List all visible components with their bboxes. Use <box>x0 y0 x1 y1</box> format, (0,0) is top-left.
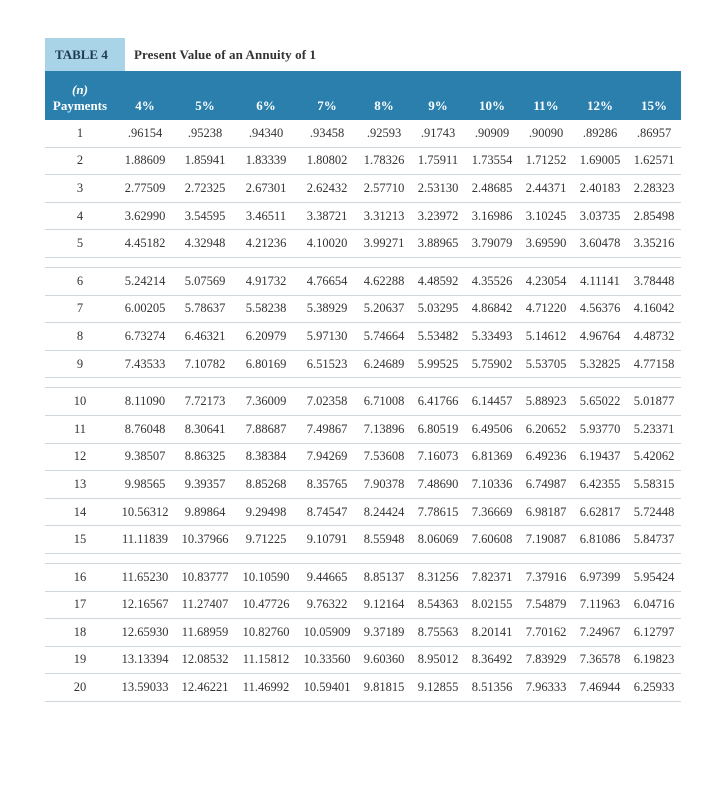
payments-cell: 20 <box>45 674 115 702</box>
value-cell: 7.60608 <box>465 526 519 554</box>
value-cell: 10.10590 <box>235 563 297 591</box>
value-cell: 5.33493 <box>465 323 519 351</box>
value-cell: 5.99525 <box>411 350 465 378</box>
value-cell: 8.30641 <box>175 415 235 443</box>
value-cell: 7.94269 <box>297 443 357 471</box>
table-row <box>45 415 681 443</box>
value-cell: 1.71252 <box>519 147 573 175</box>
value-cell: 7.49867 <box>297 415 357 443</box>
value-cell: 10.83777 <box>175 563 235 591</box>
value-cell: 4.77158 <box>627 350 681 378</box>
value-cell: 8.86325 <box>175 443 235 471</box>
value-cell: 9.44665 <box>297 563 357 591</box>
value-cell: 9.60360 <box>357 646 411 674</box>
value-cell: 4.71220 <box>519 295 573 323</box>
value-cell: 12.08532 <box>175 646 235 674</box>
value-cell: 7.10782 <box>175 350 235 378</box>
value-cell: 6.49236 <box>519 443 573 471</box>
value-cell: 6.12797 <box>627 619 681 647</box>
table-row <box>45 202 681 230</box>
value-cell: 7.19087 <box>519 526 573 554</box>
value-cell: 3.69590 <box>519 230 573 258</box>
value-cell: 6.71008 <box>357 388 411 416</box>
value-cell: 8.95012 <box>411 646 465 674</box>
value-cell: 1.75911 <box>411 147 465 175</box>
value-cell: 5.58238 <box>235 295 297 323</box>
value-cell: .94340 <box>235 120 297 147</box>
rate-header: 11% <box>533 98 559 113</box>
value-cell: 10.33560 <box>297 646 357 674</box>
value-cell: 3.10245 <box>519 202 573 230</box>
table-row <box>45 471 681 499</box>
value-cell: 7.90378 <box>357 471 411 499</box>
value-cell: 7.70162 <box>519 619 573 647</box>
payments-cell: 6 <box>45 267 115 295</box>
value-cell: 6.80169 <box>235 350 297 378</box>
value-cell: .96154 <box>115 120 175 147</box>
value-cell: 6.19823 <box>627 646 681 674</box>
value-cell: 7.16073 <box>411 443 465 471</box>
value-cell: 6.04716 <box>627 591 681 619</box>
value-cell: 10.59401 <box>297 674 357 702</box>
group-separator <box>45 257 681 267</box>
value-cell: .93458 <box>297 120 357 147</box>
value-cell: 1.83339 <box>235 147 297 175</box>
value-cell: 3.35216 <box>627 230 681 258</box>
rate-header: 8% <box>374 98 394 113</box>
value-cell: 8.85268 <box>235 471 297 499</box>
payments-cell: 8 <box>45 323 115 351</box>
value-cell: 5.72448 <box>627 498 681 526</box>
payments-cell: 10 <box>45 388 115 416</box>
value-cell: 12.46221 <box>175 674 235 702</box>
value-cell: 2.85498 <box>627 202 681 230</box>
value-cell: 6.49506 <box>465 415 519 443</box>
value-cell: 5.14612 <box>519 323 573 351</box>
value-cell: 8.55948 <box>357 526 411 554</box>
value-cell: 1.69005 <box>573 147 627 175</box>
value-cell: 9.76322 <box>297 591 357 619</box>
value-cell: 4.23054 <box>519 267 573 295</box>
value-cell: 7.10336 <box>465 471 519 499</box>
value-cell: 3.03735 <box>573 202 627 230</box>
value-cell: 5.07569 <box>175 267 235 295</box>
payments-cell: 4 <box>45 202 115 230</box>
rate-header: 5% <box>195 98 215 113</box>
table-row <box>45 120 681 147</box>
value-cell: 7.78615 <box>411 498 465 526</box>
table-number: TABLE 4 <box>45 38 125 71</box>
value-cell: 6.74987 <box>519 471 573 499</box>
value-cell: 8.35765 <box>297 471 357 499</box>
table-row <box>45 295 681 323</box>
value-cell: 8.74547 <box>297 498 357 526</box>
present-value-table <box>45 71 681 702</box>
table-row <box>45 591 681 619</box>
value-cell: 10.05909 <box>297 619 357 647</box>
value-cell: 8.36492 <box>465 646 519 674</box>
value-cell: 9.89864 <box>175 498 235 526</box>
value-cell: 3.99271 <box>357 230 411 258</box>
value-cell: .90909 <box>465 120 519 147</box>
value-cell: 7.53608 <box>357 443 411 471</box>
value-cell: 2.40183 <box>573 175 627 203</box>
value-cell: 3.60478 <box>573 230 627 258</box>
value-cell: 11.27407 <box>175 591 235 619</box>
value-cell: 6.19437 <box>573 443 627 471</box>
value-cell: 6.62817 <box>573 498 627 526</box>
value-cell: 8.38384 <box>235 443 297 471</box>
table-caption <box>45 38 316 71</box>
value-cell: 8.51356 <box>465 674 519 702</box>
value-cell: 9.12855 <box>411 674 465 702</box>
header-row <box>45 71 681 120</box>
rate-header: 15% <box>641 98 667 113</box>
value-cell: 10.56312 <box>115 498 175 526</box>
value-cell: 9.98565 <box>115 471 175 499</box>
group-separator <box>45 378 681 388</box>
value-cell: 6.80519 <box>411 415 465 443</box>
value-cell: 5.75902 <box>465 350 519 378</box>
value-cell: 8.54363 <box>411 591 465 619</box>
value-cell: 2.67301 <box>235 175 297 203</box>
value-cell: 5.20637 <box>357 295 411 323</box>
payments-cell: 3 <box>45 175 115 203</box>
payments-label: Payments <box>52 98 108 113</box>
value-cell: 5.65022 <box>573 388 627 416</box>
payments-cell: 19 <box>45 646 115 674</box>
value-cell: 4.16042 <box>627 295 681 323</box>
value-cell: 10.82760 <box>235 619 297 647</box>
value-cell: 7.11963 <box>573 591 627 619</box>
table-row <box>45 443 681 471</box>
table-title: Present Value of an Annuity of 1 <box>134 46 317 62</box>
table-body <box>45 120 681 701</box>
rate-header: 6% <box>256 98 276 113</box>
value-cell: 6.42355 <box>573 471 627 499</box>
value-cell: 12.65930 <box>115 619 175 647</box>
value-cell: 5.78637 <box>175 295 235 323</box>
value-cell: .89286 <box>573 120 627 147</box>
value-cell: 5.88923 <box>519 388 573 416</box>
value-cell: 1.78326 <box>357 147 411 175</box>
value-cell: 11.68959 <box>175 619 235 647</box>
table-row <box>45 267 681 295</box>
n-label: (n) <box>72 82 88 97</box>
payments-cell: 11 <box>45 415 115 443</box>
payments-cell: 14 <box>45 498 115 526</box>
value-cell: .92593 <box>357 120 411 147</box>
value-cell: 6.00205 <box>115 295 175 323</box>
value-cell: 6.98187 <box>519 498 573 526</box>
value-cell: 7.37916 <box>519 563 573 591</box>
value-cell: .86957 <box>627 120 681 147</box>
payments-cell: 17 <box>45 591 115 619</box>
value-cell: 7.72173 <box>175 388 235 416</box>
payments-cell: 7 <box>45 295 115 323</box>
payments-cell: 12 <box>45 443 115 471</box>
value-cell: 4.56376 <box>573 295 627 323</box>
value-cell: 9.38507 <box>115 443 175 471</box>
table-row <box>45 526 681 554</box>
value-cell: 9.81815 <box>357 674 411 702</box>
value-cell: 6.51523 <box>297 350 357 378</box>
value-cell: 11.46992 <box>235 674 297 702</box>
rate-header: 4% <box>135 98 155 113</box>
value-cell: 7.24967 <box>573 619 627 647</box>
payments-cell: 5 <box>45 230 115 258</box>
payments-cell: 1 <box>45 120 115 147</box>
value-cell: 3.38721 <box>297 202 357 230</box>
value-cell: 1.73554 <box>465 147 519 175</box>
value-cell: 1.85941 <box>175 147 235 175</box>
value-cell: 7.36669 <box>465 498 519 526</box>
table-row <box>45 323 681 351</box>
value-cell: 4.10020 <box>297 230 357 258</box>
value-cell: 4.86842 <box>465 295 519 323</box>
value-cell: 10.37966 <box>175 526 235 554</box>
payments-cell: 9 <box>45 350 115 378</box>
value-cell: 4.32948 <box>175 230 235 258</box>
value-cell: 7.43533 <box>115 350 175 378</box>
value-cell: 8.06069 <box>411 526 465 554</box>
value-cell: 3.54595 <box>175 202 235 230</box>
value-cell: 9.10791 <box>297 526 357 554</box>
value-cell: 3.78448 <box>627 267 681 295</box>
value-cell: 7.46944 <box>573 674 627 702</box>
value-cell: 8.11090 <box>115 388 175 416</box>
value-cell: 4.21236 <box>235 230 297 258</box>
value-cell: 4.91732 <box>235 267 297 295</box>
table-row <box>45 674 681 702</box>
value-cell: 5.93770 <box>573 415 627 443</box>
rate-header: 12% <box>587 98 613 113</box>
separator-cell <box>45 257 681 267</box>
value-cell: .91743 <box>411 120 465 147</box>
value-cell: 9.37189 <box>357 619 411 647</box>
table-row <box>45 498 681 526</box>
payments-cell: 13 <box>45 471 115 499</box>
value-cell: 5.84737 <box>627 526 681 554</box>
value-cell: .95238 <box>175 120 235 147</box>
table-row <box>45 388 681 416</box>
value-cell: 7.83929 <box>519 646 573 674</box>
rate-header: 7% <box>317 98 337 113</box>
value-cell: .90090 <box>519 120 573 147</box>
value-cell: 3.23972 <box>411 202 465 230</box>
value-cell: 6.41766 <box>411 388 465 416</box>
value-cell: 5.58315 <box>627 471 681 499</box>
table-row <box>45 175 681 203</box>
value-cell: 7.96333 <box>519 674 573 702</box>
rate-header: 9% <box>428 98 448 113</box>
value-cell: 4.62288 <box>357 267 411 295</box>
separator-cell <box>45 553 681 563</box>
value-cell: 6.20652 <box>519 415 573 443</box>
value-cell: 5.95424 <box>627 563 681 591</box>
value-cell: 5.53482 <box>411 323 465 351</box>
value-cell: 5.42062 <box>627 443 681 471</box>
value-cell: 8.24424 <box>357 498 411 526</box>
value-cell: 7.48690 <box>411 471 465 499</box>
value-cell: 11.11839 <box>115 526 175 554</box>
value-cell: 8.75563 <box>411 619 465 647</box>
value-cell: 3.88965 <box>411 230 465 258</box>
value-cell: 6.20979 <box>235 323 297 351</box>
table-row <box>45 619 681 647</box>
table-row <box>45 646 681 674</box>
value-cell: 6.81086 <box>573 526 627 554</box>
value-cell: 2.77509 <box>115 175 175 203</box>
value-cell: 6.25933 <box>627 674 681 702</box>
value-cell: 13.59033 <box>115 674 175 702</box>
table-row <box>45 563 681 591</box>
value-cell: 8.76048 <box>115 415 175 443</box>
value-cell: 11.65230 <box>115 563 175 591</box>
value-cell: 7.88687 <box>235 415 297 443</box>
value-cell: 3.31213 <box>357 202 411 230</box>
value-cell: 4.45182 <box>115 230 175 258</box>
group-separator <box>45 553 681 563</box>
value-cell: 1.88609 <box>115 147 175 175</box>
value-cell: 6.73274 <box>115 323 175 351</box>
value-cell: 12.16567 <box>115 591 175 619</box>
value-cell: 7.54879 <box>519 591 573 619</box>
table-row <box>45 350 681 378</box>
value-cell: 5.53705 <box>519 350 573 378</box>
value-cell: 9.39357 <box>175 471 235 499</box>
value-cell: 7.82371 <box>465 563 519 591</box>
table-row <box>45 230 681 258</box>
value-cell: 6.24689 <box>357 350 411 378</box>
value-cell: 5.97130 <box>297 323 357 351</box>
value-cell: 10.47726 <box>235 591 297 619</box>
value-cell: 1.80802 <box>297 147 357 175</box>
value-cell: 4.35526 <box>465 267 519 295</box>
value-cell: 6.81369 <box>465 443 519 471</box>
table-row <box>45 147 681 175</box>
value-cell: 5.32825 <box>573 350 627 378</box>
value-cell: 2.28323 <box>627 175 681 203</box>
payments-header <box>45 71 115 120</box>
value-cell: 8.20141 <box>465 619 519 647</box>
value-cell: 8.31256 <box>411 563 465 591</box>
value-cell: 2.72325 <box>175 175 235 203</box>
value-cell: 5.74664 <box>357 323 411 351</box>
value-cell: 6.97399 <box>573 563 627 591</box>
value-cell: 4.48592 <box>411 267 465 295</box>
value-cell: 3.46511 <box>235 202 297 230</box>
value-cell: 1.62571 <box>627 147 681 175</box>
value-cell: 5.03295 <box>411 295 465 323</box>
value-cell: 9.71225 <box>235 526 297 554</box>
value-cell: 4.48732 <box>627 323 681 351</box>
payments-cell: 15 <box>45 526 115 554</box>
value-cell: 7.36009 <box>235 388 297 416</box>
value-cell: 8.85137 <box>357 563 411 591</box>
value-cell: 8.02155 <box>465 591 519 619</box>
value-cell: 5.01877 <box>627 388 681 416</box>
rate-header: 10% <box>479 98 505 113</box>
payments-cell: 2 <box>45 147 115 175</box>
value-cell: 2.57710 <box>357 175 411 203</box>
payments-cell: 16 <box>45 563 115 591</box>
value-cell: 2.44371 <box>519 175 573 203</box>
value-cell: 4.76654 <box>297 267 357 295</box>
value-cell: 6.46321 <box>175 323 235 351</box>
value-cell: 7.02358 <box>297 388 357 416</box>
value-cell: 9.12164 <box>357 591 411 619</box>
value-cell: 3.79079 <box>465 230 519 258</box>
value-cell: 2.62432 <box>297 175 357 203</box>
value-cell: 13.13394 <box>115 646 175 674</box>
separator-cell <box>45 378 681 388</box>
payments-cell: 18 <box>45 619 115 647</box>
value-cell: 6.14457 <box>465 388 519 416</box>
value-cell: 7.36578 <box>573 646 627 674</box>
value-cell: 5.24214 <box>115 267 175 295</box>
value-cell: 11.15812 <box>235 646 297 674</box>
value-cell: 2.48685 <box>465 175 519 203</box>
value-cell: 4.11141 <box>573 267 627 295</box>
value-cell: 3.62990 <box>115 202 175 230</box>
value-cell: 4.96764 <box>573 323 627 351</box>
value-cell: 7.13896 <box>357 415 411 443</box>
value-cell: 9.29498 <box>235 498 297 526</box>
value-cell: 3.16986 <box>465 202 519 230</box>
value-cell: 5.38929 <box>297 295 357 323</box>
value-cell: 2.53130 <box>411 175 465 203</box>
value-cell: 5.23371 <box>627 415 681 443</box>
